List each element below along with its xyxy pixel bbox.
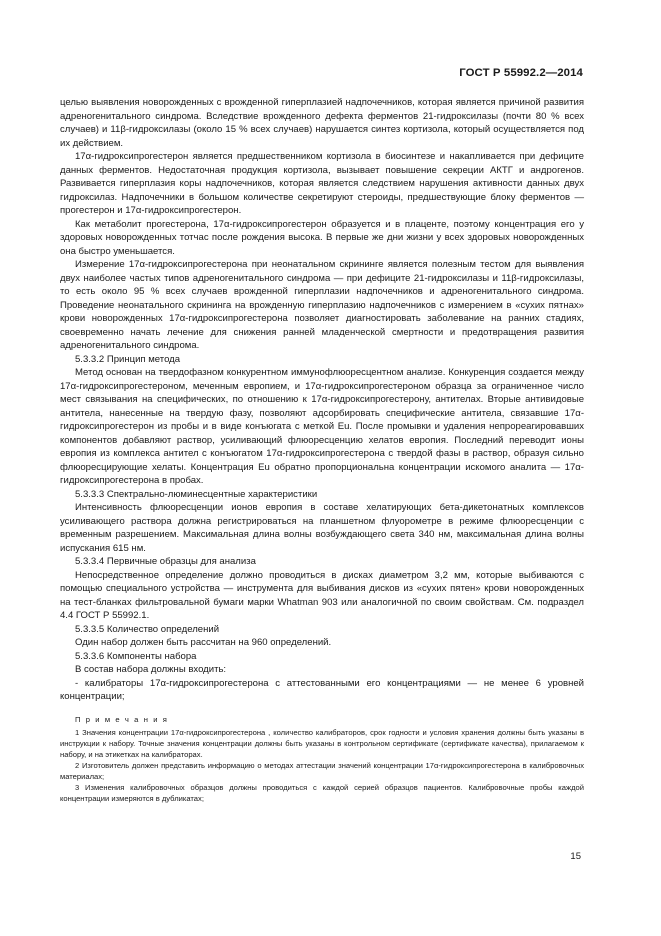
- section-heading-components: 5.3.3.6 Компоненты набора: [75, 650, 197, 662]
- note-1: 1 Значения концентрации 17α-гидроксипрогестерона , количество калибраторов, срок годности и условия хранения должны быть указаны в инструкции к набору. Точные значения концентрации должны быть указаны в контрольном сертификате (сертификате качества), прилагаемом к набору, и на этикетках на калибраторах.: [60, 727, 584, 759]
- paragraph-precursor: 17α-гидроксипрогестерон является предшественником кортизола в биосинтезе и накапливается при дефиците данных ферментов. Недостаточная продукция кортизола, вызывает повышение секреции АКТГ и андрогенов. Развивается гиперплазия коры надпочечников, которая является следствием нарушения активности данных двух гидроксилаз. Надпочечники в большом количестве секретируют стероиды, предшествующие блоку ферментов — прогестерон и 17α-гидроксипрогестерон.: [60, 151, 584, 216]
- section-heading-samples: 5.3.3.4 Первичные образцы для анализа: [75, 556, 256, 567]
- notes-block: [60, 714, 584, 804]
- paragraph-fluorescence: Интенсивность флюоресценции ионов европия в составе хелатирующих бета-дикетонатных комплексов усиливающего раствора должна регистрироваться на планшетном флуорометре в режиме флюоресценции с временным разрешением. Максимальная длина волны возбуждающего света 340 нм, максимальная длина волны испускания 615 нм.: [60, 502, 584, 554]
- section-heading-principle: 5.3.3.2 Принцип метода: [75, 353, 181, 365]
- notes-title: П р и м е ч а н и я: [75, 714, 169, 724]
- page-number: 15: [570, 851, 581, 862]
- paragraph-components-intro: В состав набора должны входить:: [75, 664, 227, 675]
- document-header-id: ГОСТ Р 55992.2—2014: [459, 67, 583, 79]
- list-item-calibrators: - калибраторы 17α-гидроксипрогестерона с аттестованными его концентрациями — не менее 6 уровней концентрации;: [60, 677, 584, 702]
- paragraph-screening: Измерение 17α-гидроксипрогестерона при неонатальном скрининге является полезным тестом для выявления двух наиболее частых типов адреногенитального синдрома — при дефиците 21-гидроксилазы и 11β-гидроксилазы, то есть около 95 % всех случаев врожденной гиперплазии надпочечников и адреногенитального синдрома. Проведение неонатального скрининга на врожденную гиперплазию надпочечников с измерением в «сухих пятнах» крови новорожденных 17α-гидроксипрогестерона позволяет диагностировать заболевание на ранних стадиях, своевременно начать лечение для снижения ранней младенческой смертности и предотвращения развития адреногенитального синдрома.: [60, 259, 584, 351]
- paragraph-intro: целью выявления новорожденных с врожденной гиперплазией надпочечников, которая является причиной развития адреногенитального синдрома. Вследствие врожденного дефекта ферментов 21-гидроксилазы (почти 80 % всех случаев) и 11β-гидроксилазы (около 15 % всех случаев) нарушается синтез кортизола, который осуществляется под их действием.: [60, 97, 584, 149]
- section-heading-count: 5.3.3.5 Количество определений: [75, 623, 220, 635]
- section-heading-spectral: 5.3.3.3 Спектрально-люминесцентные характеристики: [75, 488, 318, 500]
- paragraph-samples: Непосредственное определение должно проводиться в дисках диаметром 3,2 мм, которые выбиваются с помощью специального устройства — инструмента для выбивания дисков из «сухих пятен» крови новорожденных на тест-бланках фильтровальной бумаги марки Whatman 903 или аналогичной по своим свойствам. См. подраздел 4.4 ГОСТ Р 55992.1.: [60, 569, 584, 621]
- note-3: 3 Изменения калибровочных образцов должны проводиться с каждой серией образцов пациентов. Калибровочные пробы каждой концентрации измеряются в дубликатах;: [60, 782, 584, 803]
- paragraph-count: Один набор должен быть рассчитан на 960 определений.: [75, 637, 332, 648]
- page-body: [60, 96, 584, 804]
- note-2: 2 Изготовитель должен представить информацию о методах аттестации значений концентрации 17α-гидроксипрогестерона в калибровочных материалах;: [60, 760, 584, 781]
- paragraph-metabolite: Как метаболит прогестерона, 17α-гидроксипрогестерон образуется и в плаценте, поэтому концентрация его у здоровых новорожденных тотчас после рождения высока. В первые же дни жизни у всех здоровых новорожденных она быстро уменьшается.: [60, 218, 584, 257]
- paragraph-method: Метод основан на твердофазном конкурентном иммунофлюоресцентном анализе. Конкуренция создается между 17α-гидроксипрогестероном, меченным европием, и 17α-гидроксипрогестероном образца за ограниченное число мест связывания на специфических, по отношению к 17α-гидроксипрогестерону, антителах. Вторые антивидовые антитела, нанесенные на твердую фазу, позволяют адсорбировать специфические антитела, связавшие 17α-гидроксипрогестерон из пробы и в виде конъюгата с меткой Eu. После промывки и удаления непрореагировавших компонентов добавляют раствор, усиливающий флюоресценцию хелатов европия. Последний переводит ионы европия из комплекса антител с конъюгатом 17α-гидроксипрогестерона с твердой фазы в раствор, образуя сильно флюоресцирующие хелаты. Концентрация Eu обратно пропорциональна концентрации искомого аналита — 17α-гидроксипрогестерона в пробах.: [60, 367, 584, 486]
